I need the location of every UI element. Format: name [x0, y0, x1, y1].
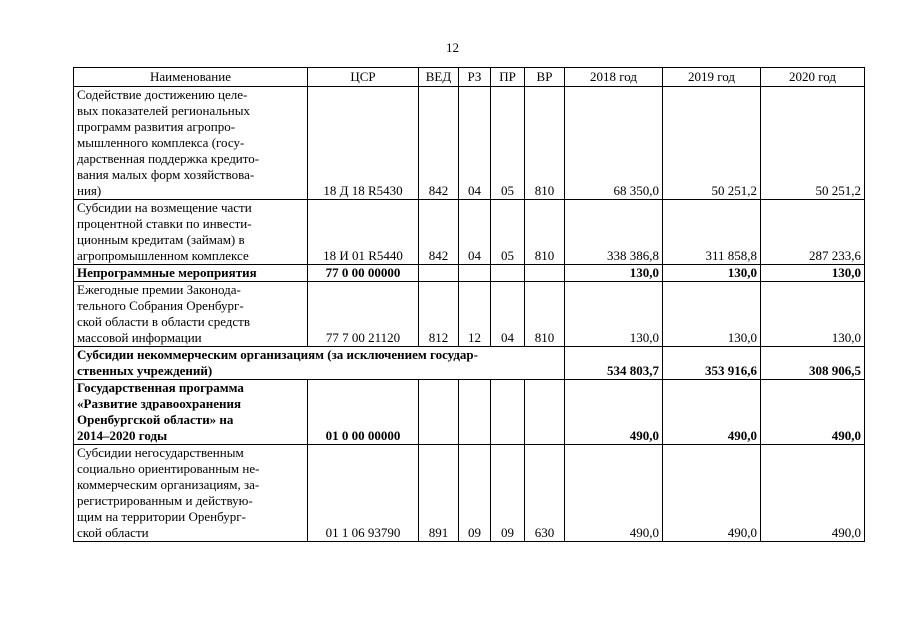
cell-pr-text: 05: [501, 183, 514, 198]
cell-pr: [491, 87, 525, 200]
cell-csr-text: 77 7 00 21120: [325, 330, 401, 345]
cell-2018: [565, 347, 663, 380]
header-pr: ПР: [491, 68, 525, 87]
cell-2020: [761, 380, 865, 445]
cell-rz-text: 04: [468, 183, 481, 198]
cell-vr: [525, 380, 565, 445]
cell-ved-text: 891: [428, 525, 449, 540]
cell-2020-text: 490,0: [831, 525, 861, 540]
cell-2020-text: 287 233,6: [809, 248, 861, 263]
cell-vr-text: 810: [534, 248, 555, 263]
cell-2018-text: 534 803,7: [607, 363, 659, 378]
cell-rz: [459, 265, 491, 282]
cell-rz-text: 04: [468, 248, 481, 263]
cell-name-text: Ежегодные премии Законода- тельного Собрания Оренбург- ской области в области средств массовой информации: [77, 282, 251, 345]
cell-2020: [761, 87, 865, 200]
cell-2018-text: 338 386,8: [607, 248, 659, 263]
cell-vr: [525, 445, 565, 542]
header-2018: 2018 год: [565, 68, 663, 87]
cell-csr-text: 18 И 01 R5440: [323, 248, 403, 263]
cell-vr-text: 810: [534, 330, 555, 345]
budget-table: [73, 67, 865, 542]
cell-name-text: Субсидии негосударственным социально ориентированным не- коммерческим организациям, за- регистрированным и действую- щим на территории Оренбург- ской области: [77, 445, 260, 540]
cell-name: [74, 445, 308, 542]
cell-csr: [308, 282, 419, 347]
cell-csr: [308, 200, 419, 265]
table-row: [74, 380, 865, 445]
cell-csr: [308, 445, 419, 542]
cell-rz-text: 09: [468, 525, 481, 540]
cell-vr-text: 630: [534, 525, 555, 540]
cell-name: [74, 200, 308, 265]
cell-2018: [565, 282, 663, 347]
cell-2020-text: 308 906,5: [809, 363, 861, 378]
header-rz: РЗ: [459, 68, 491, 87]
cell-rz: [459, 445, 491, 542]
cell-2019: [663, 200, 761, 265]
cell-name-text: Субсидии некоммерческим организациям (за исключением государ- ственных учреждений): [77, 347, 478, 378]
cell-2018: [565, 380, 663, 445]
cell-2018: [565, 200, 663, 265]
cell-2020-text: 50 251,2: [815, 183, 861, 198]
table-row: [74, 200, 865, 265]
cell-rz: [459, 87, 491, 200]
header-ved: ВЕД: [419, 68, 459, 87]
table-row: [74, 347, 865, 380]
cell-csr-text: 01 0 00 00000: [325, 428, 401, 443]
cell-2020: [761, 445, 865, 542]
cell-pr-text: 04: [501, 330, 514, 345]
cell-2018: [565, 265, 663, 282]
cell-name-text: Содействие достижению целе- вых показателей региональных программ развития агропро- мышленного комплекса (госу- дарственная поддержка кредито- вания малых форм хозяйствова- ния): [77, 87, 260, 198]
header-2019: 2019 год: [663, 68, 761, 87]
cell-2019-text: 50 251,2: [711, 183, 757, 198]
cell-2020: [761, 265, 865, 282]
cell-pr-text: 05: [501, 248, 514, 263]
cell-ved: [419, 445, 459, 542]
cell-csr: [308, 380, 419, 445]
cell-vr: [525, 200, 565, 265]
cell-rz: [459, 380, 491, 445]
table-row: [74, 445, 865, 542]
cell-2018-text: 490,0: [629, 428, 659, 443]
cell-name-text: Субсидии на возмещение части процентной ставки по инвести- ционным кредитам (займам) в агропромышленном комплексе: [77, 200, 252, 263]
cell-ved-text: 842: [428, 248, 449, 263]
cell-rz-text: 12: [468, 330, 481, 345]
cell-2019-text: 353 916,6: [705, 363, 757, 378]
table-header-row: [74, 68, 865, 87]
cell-name: [74, 265, 308, 282]
cell-vr-text: 810: [534, 183, 555, 198]
cell-2019: [663, 87, 761, 200]
cell-name-text: Государственная программа «Развитие здравоохранения Оренбургской области» на 2014–2020 годы: [77, 380, 244, 443]
cell-2020-text: 130,0: [831, 330, 861, 345]
cell-2020: [761, 347, 865, 380]
cell-2020-text: 130,0: [831, 265, 861, 280]
cell-2018-text: 68 350,0: [613, 183, 659, 198]
cell-pr: [491, 200, 525, 265]
cell-pr: [491, 282, 525, 347]
cell-2019: [663, 282, 761, 347]
cell-name: [74, 282, 308, 347]
cell-csr: [308, 265, 419, 282]
cell-2019: [663, 445, 761, 542]
cell-2018-text: 130,0: [629, 330, 659, 345]
cell-vr: [525, 265, 565, 282]
cell-2019-text: 490,0: [727, 428, 757, 443]
cell-2019: [663, 265, 761, 282]
cell-ved: [419, 200, 459, 265]
cell-vr: [525, 87, 565, 200]
cell-2019-text: 130,0: [727, 330, 757, 345]
cell-2020: [761, 200, 865, 265]
cell-2020-text: 490,0: [831, 428, 861, 443]
cell-pr-text: 09: [501, 525, 514, 540]
cell-csr-text: 18 Д 18 R5430: [323, 183, 403, 198]
cell-rz: [459, 200, 491, 265]
cell-name: [74, 87, 308, 200]
cell-2019-text: 311 858,8: [705, 248, 757, 263]
cell-csr-text: 77 0 00 00000: [325, 265, 401, 280]
cell-ved: [419, 87, 459, 200]
cell-2019-text: 490,0: [727, 525, 757, 540]
cell-2018: [565, 445, 663, 542]
table-row: [74, 87, 865, 200]
cell-2020: [761, 282, 865, 347]
table-row: [74, 282, 865, 347]
cell-ved: [419, 282, 459, 347]
header-2020: 2020 год: [761, 68, 865, 87]
cell-ved-text: 842: [428, 183, 449, 198]
cell-2018-text: 130,0: [629, 265, 659, 280]
cell-name: [74, 347, 565, 380]
cell-2018-text: 490,0: [629, 525, 659, 540]
header-csr: ЦСР: [308, 68, 419, 87]
cell-vr: [525, 282, 565, 347]
cell-ved: [419, 380, 459, 445]
cell-name-text: Непрограммные мероприятия: [77, 265, 257, 280]
cell-name: [74, 380, 308, 445]
cell-csr-text: 01 1 06 93790: [325, 525, 401, 540]
cell-2019: [663, 380, 761, 445]
cell-2018: [565, 87, 663, 200]
cell-pr: [491, 380, 525, 445]
cell-rz: [459, 282, 491, 347]
cell-csr: [308, 87, 419, 200]
cell-pr: [491, 445, 525, 542]
page-number: 12: [446, 40, 459, 55]
cell-2019: [663, 347, 761, 380]
cell-2019-text: 130,0: [727, 265, 757, 280]
cell-ved-text: 812: [428, 330, 449, 345]
cell-pr: [491, 265, 525, 282]
header-vr: ВР: [525, 68, 565, 87]
table-row: [74, 265, 865, 282]
cell-ved: [419, 265, 459, 282]
header-name: Наименование: [74, 68, 308, 87]
